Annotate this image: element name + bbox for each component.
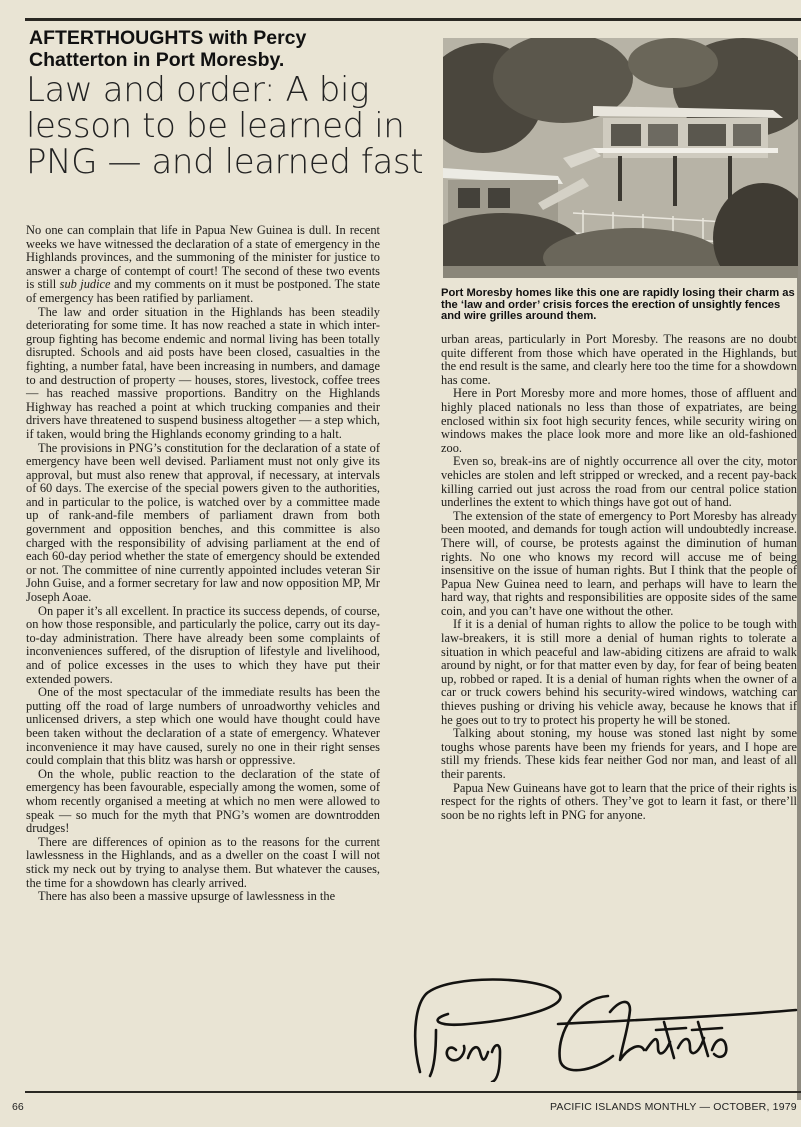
paragraph: urban areas, particularly in Port Moresby. The reasons are no doubt quite different from those which have operated in the Highlands, but the end result is the same, and clearly here too the time for a showdown has come.	[441, 332, 797, 387]
paragraph: If it is a denial of human rights to allow the police to be tough with law-breakers, it is still more a denial of human rights to tolerate a situation in which peaceful and law-abiding citizens are afraid to walk around by night, or for that matter even by day, for fear of being beaten up, robbed or raped. It is a denial of human rights when the owner of a car or truck cowers behind his security-wired windows, watching car thieves pushing or driving his vehicle away, because he knows that if he goes out to try to protect his property he will be stoned.	[441, 617, 797, 727]
paragraph: Papua New Guineans have got to learn that the price of their rights is respect for the rights of others. They’ve got to learn it fast, or there’ll soon be no rights left in PNG for anyone.	[441, 780, 797, 822]
paragraph: Here in Port Moresby more and more homes, those of affluent and highly placed nationals no less than those of expatriates, are being enclosed within six foot high security fences, while security wiring on windows makes the place look more and more like an old-fashioned zoo.	[441, 386, 797, 455]
paragraph: On the whole, public reaction to the declaration of the state of emergency has been favourable, especially among the women, some of whom recently organised a meeting at which no men were allowed to speak — so much for the myth that PNG’s women are downtrodden drudges!	[26, 766, 380, 836]
paragraph	[26, 224, 380, 306]
handwritten-signature-icon	[408, 972, 798, 1082]
paragraph: The law and order situation in the Highlands has been steadily deteriorating for some time. It has now reached a state in which inter-group fighting has become endemic and normal living has been totally disrupted. Schools and aid posts have been closed, casualties in the fighting, a number fatal, have been increasing in numbers, and damage to and destruction of property — houses, stores, livestock, coffee trees — has reached massive proportions. Banditry on the Highlands Highway has reached a point at which trucking companies and their drivers have threatened to suspend business altogether — a step which, if taken, would bring the Highlands economy grinding to a halt.	[26, 304, 380, 441]
top-rule	[25, 18, 801, 21]
article-headline: Law and order: A big lesson to be learned in PNG — and learned fast	[26, 70, 424, 182]
bottom-rule	[25, 1091, 801, 1093]
photo-caption: Port Moresby homes like this one are rapidly losing their charm as the ‘law and order’ crisis forces the erection of unsightly fences and wire grilles around them.	[441, 287, 795, 323]
paragraph: There are differences of opinion as to the reasons for the current lawlessness in the Highlands, and as a dweller on the coast I will not stick my neck out by trying to analyse them. But whatever the causes, the time for a showdown has clearly arrived.	[26, 834, 380, 890]
paragraph-text: No one can complain that life in Papua New Guinea is dull. In recent weeks we have witnessed the declaration of a state of emergency in the Highlands provinces, and the summoning of the minister for justice to answer a charge of contempt of court! The second of these two events is still	[26, 223, 380, 292]
publication-credit: PACIFIC ISLANDS MONTHLY — OCTOBER, 1979	[550, 1101, 797, 1113]
paragraph: The provisions in PNG’s constitution for the declaration of a state of emergency have been well devised. Parliament must not only give its approval, but must also renew that approval, if necessary, at intervals of 60 days. The exercise of the special powers given to the authorities, and in particular to the police, is watched over by a committee made up of rank-and-file members of parliament drawn from both government and opposition benches, and this committee is also charged with the responsibility of advising parliament at the end of each 60-day period whether the state of emergency should be extended or not. The committee of nine currently appointed includes veteran Sir John Guise, and a former secretary for law and now opposition MP, Mr Joseph Aoae.	[26, 440, 380, 605]
paragraph: Even so, break-ins are of nightly occurrence all over the city, motor vehicles are stolen and left stripped or wrecked, and a recent pay-back killing carried out just across the road from our central police station underlines the extent to which things have got out of hand.	[441, 454, 797, 510]
body-column-right	[441, 333, 797, 822]
paragraph: One of the most spectacular of the immediate results has been the putting off the road of large numbers of unroadworthy vehicles and unlicensed drivers, a step which one would have thought could have been taken without the declaration of a state of emergency. Whatever inconvenience it may have caused, surely no one in their right senses could complain that this blitz was harsh or oppressive.	[26, 685, 380, 768]
italic-term: sub judice	[59, 277, 111, 292]
paragraph-text: and my comments on it must be postponed. The state of emergency has been ratified by parliament.	[26, 277, 380, 305]
body-column-left	[26, 224, 380, 904]
paragraph: On paper it’s all excellent. In practice its success depends, of course, on how those responsible, and particularly the police, carry out its day-to-day administration. There have already been some complaints of inconveniences suffered, of the disruption of lifestyle and livelihood, and of police excesses in the uses to which they have put their extended powers.	[26, 603, 380, 686]
house-photo-drawing	[443, 38, 798, 278]
page-number: 66	[12, 1101, 24, 1113]
column-kicker: AFTERTHOUGHTS with Percy Chatterton in Port Moresby.	[29, 27, 307, 71]
signature-drawing	[408, 972, 798, 1082]
house-photo-icon	[443, 38, 798, 278]
paragraph: Talking about stoning, my house was stoned last night by some toughs whose parents have been my friends for years, and I hope are still my friends. These kids fear neither God nor man, and least of all their parents.	[441, 726, 797, 781]
paragraph: The extension of the state of emergency to Port Moresby has already been mooted, and demands for tough action will undoubtedly increase. There will, of course, be protests against the diminution of human rights. No one who knows my record will accuse me of being insensitive on the issue of human rights. But I think that the people of Papua New Guinea need to learn, and perhaps will have to learn the hard way, that rights and responsibilities are opposite sides of the same coin, and you can’t have one without the other.	[441, 508, 797, 618]
paragraph: There has also been a massive upsurge of lawlessness in the	[38, 889, 336, 904]
